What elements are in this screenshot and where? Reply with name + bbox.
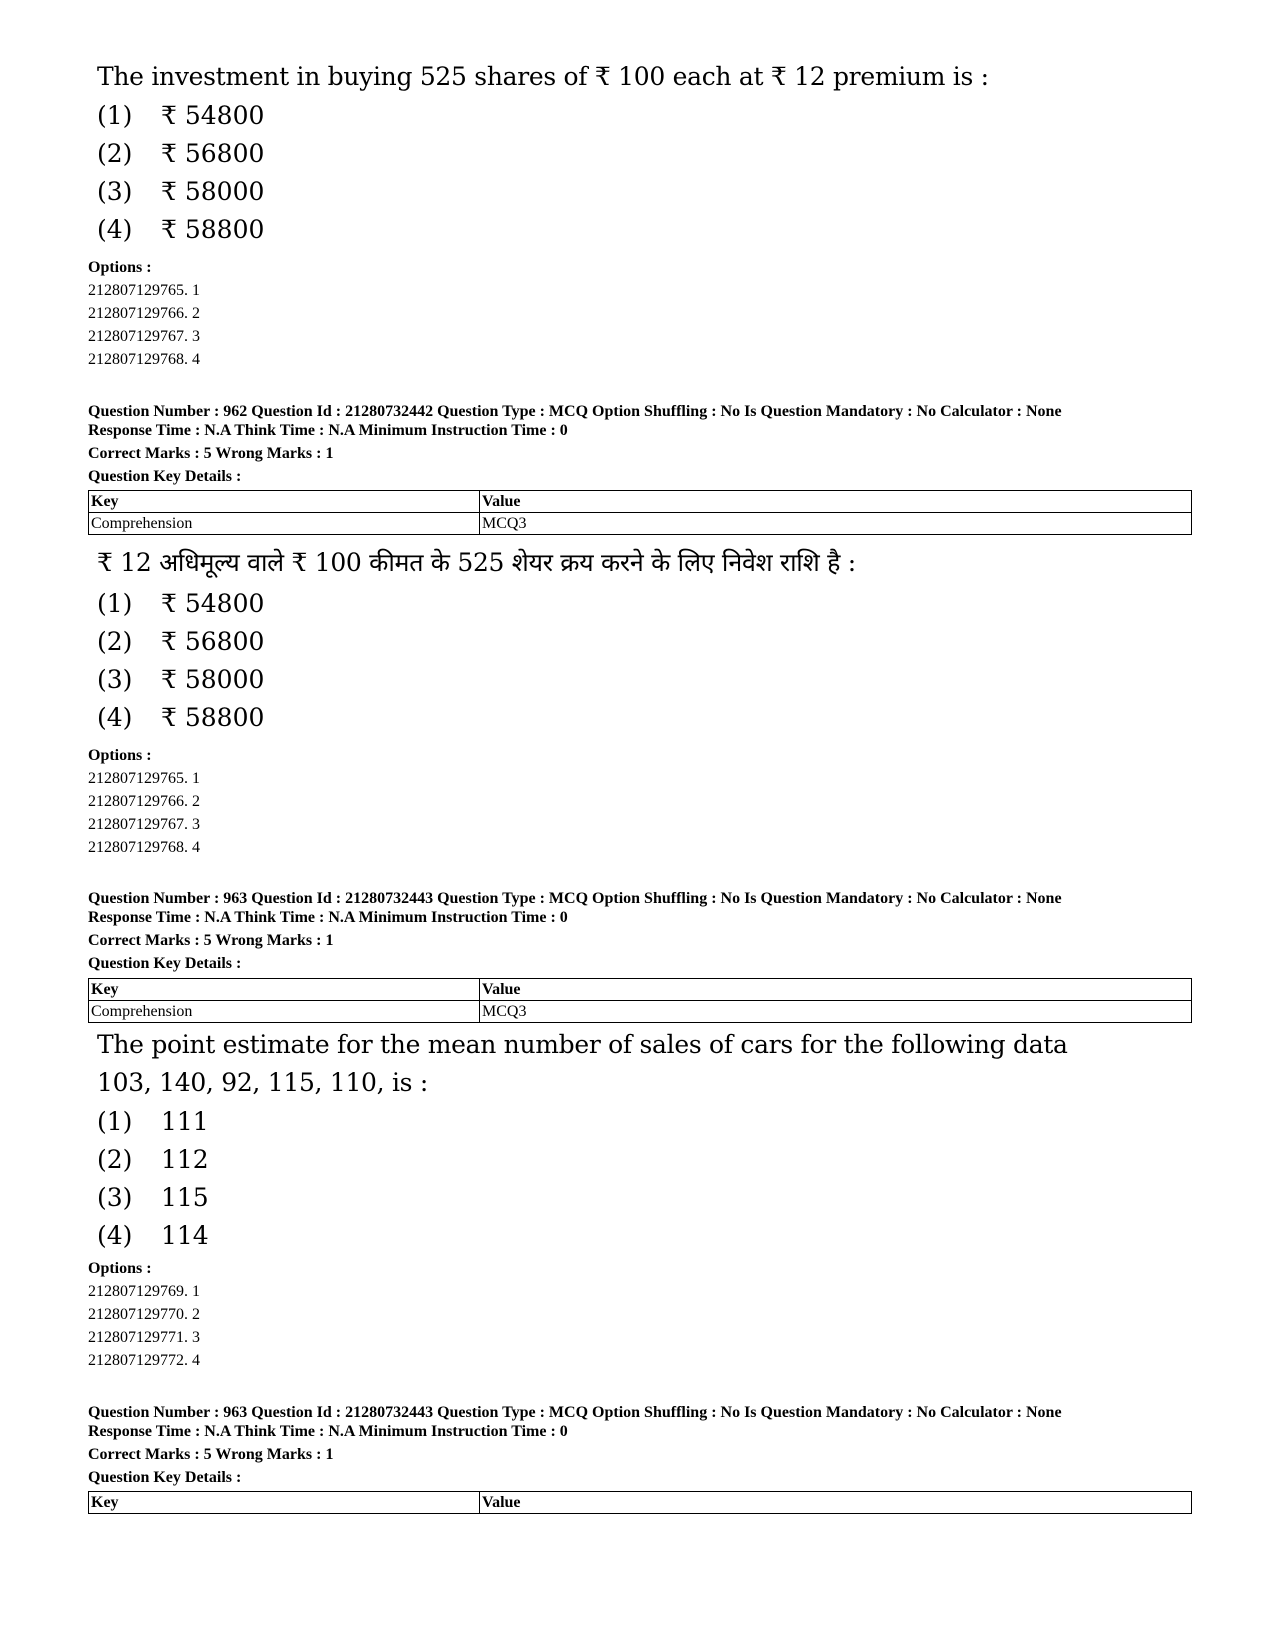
choice-number: (2): [97, 627, 133, 656]
choice-4: [97, 1220, 209, 1252]
choice-number: (2): [97, 1145, 133, 1174]
marks-line: Correct Marks : 5 Wrong Marks : 1: [88, 932, 334, 949]
choice-value: 112: [161, 1145, 209, 1174]
choice-value: ₹ 58000: [161, 665, 265, 694]
choice-4: [97, 702, 264, 734]
choice-value: ₹ 54800: [161, 589, 265, 618]
choice-3: [97, 176, 264, 208]
question-meta: Response Time : N.A Think Time : N.A Minimum Instruction Time : 0: [88, 1423, 568, 1440]
choice-number: (3): [97, 665, 133, 694]
key-value-table: [88, 978, 1192, 1023]
marks-line: Correct Marks : 5 Wrong Marks : 1: [88, 1446, 334, 1463]
marks-line: Correct Marks : 5 Wrong Marks : 1: [88, 445, 334, 462]
question-meta: Question Number : 963 Question Id : 21280732443 Question Type : MCQ Option Shuffling : No Is Question Mandatory : No Calculator : None: [88, 890, 1062, 907]
table-cell-value: MCQ3: [480, 1001, 1192, 1023]
table-header-key: Key: [89, 1492, 480, 1514]
table-cell-value: MCQ3: [480, 513, 1192, 535]
choice-number: (1): [97, 101, 133, 130]
choice-value: ₹ 58000: [161, 177, 265, 206]
option-id: 212807129765. 1: [88, 770, 200, 787]
option-id: 212807129771. 3: [88, 1329, 200, 1346]
question-meta: Question Number : 962 Question Id : 21280732442 Question Type : MCQ Option Shuffling : No Is Question Mandatory : No Calculator : None: [88, 403, 1062, 420]
table-header-key: Key: [89, 491, 480, 513]
choice-value: 115: [161, 1183, 209, 1212]
question-text: ₹ 12 अधिमूल्य वाले ₹ 100 कीमत के 525 शेयर क्रय करने के लिए निवेश राशि है :: [97, 548, 856, 577]
key-details-label: Question Key Details :: [88, 468, 242, 485]
choice-value: ₹ 56800: [161, 627, 265, 656]
choice-1: [97, 1106, 209, 1138]
option-id: 212807129768. 4: [88, 351, 200, 368]
option-id: 212807129769. 1: [88, 1283, 200, 1300]
choice-1: [97, 100, 264, 132]
key-value-table: [88, 1491, 1192, 1514]
table-cell-key: Comprehension: [89, 513, 480, 535]
choice-value: ₹ 54800: [161, 101, 265, 130]
options-label: Options :: [88, 259, 152, 276]
choice-number: (1): [97, 589, 133, 618]
table-header-value: Value: [480, 491, 1192, 513]
choice-value: ₹ 58800: [161, 703, 265, 732]
question-text: The point estimate for the mean number of sales of cars for the following data: [97, 1030, 1068, 1059]
choice-number: (2): [97, 139, 133, 168]
choice-number: (3): [97, 177, 133, 206]
option-id: 212807129767. 3: [88, 816, 200, 833]
table-cell-key: Comprehension: [89, 1001, 480, 1023]
key-details-label: Question Key Details :: [88, 1469, 242, 1486]
options-label: Options :: [88, 747, 152, 764]
choice-2: [97, 138, 264, 170]
choice-2: [97, 626, 264, 658]
key-value-table: [88, 490, 1192, 535]
question-text: 103, 140, 92, 115, 110, is :: [97, 1068, 428, 1097]
choice-number: (4): [97, 215, 133, 244]
choice-value: ₹ 58800: [161, 215, 265, 244]
question-meta: Response Time : N.A Think Time : N.A Minimum Instruction Time : 0: [88, 422, 568, 439]
option-id: 212807129770. 2: [88, 1306, 200, 1323]
choice-number: (4): [97, 1221, 133, 1250]
question-text: The investment in buying 525 shares of ₹ 100 each at ₹ 12 premium is :: [97, 62, 989, 91]
choice-3: [97, 1182, 209, 1214]
question-meta: Response Time : N.A Think Time : N.A Minimum Instruction Time : 0: [88, 909, 568, 926]
choice-value: ₹ 56800: [161, 139, 265, 168]
option-id: 212807129772. 4: [88, 1352, 200, 1369]
choice-number: (4): [97, 703, 133, 732]
choice-3: [97, 664, 264, 696]
option-id: 212807129766. 2: [88, 305, 200, 322]
table-header-value: Value: [480, 979, 1192, 1001]
choice-4: [97, 214, 264, 246]
key-details-label: Question Key Details :: [88, 955, 242, 972]
option-id: 212807129768. 4: [88, 839, 200, 856]
options-label: Options :: [88, 1260, 152, 1277]
table-header-value: Value: [480, 1492, 1192, 1514]
choice-value: 111: [161, 1107, 209, 1136]
option-id: 212807129767. 3: [88, 328, 200, 345]
choice-number: (3): [97, 1183, 133, 1212]
choice-2: [97, 1144, 209, 1176]
table-header-key: Key: [89, 979, 480, 1001]
choice-number: (1): [97, 1107, 133, 1136]
choice-1: [97, 588, 264, 620]
choice-value: 114: [161, 1221, 209, 1250]
option-id: 212807129765. 1: [88, 282, 200, 299]
option-id: 212807129766. 2: [88, 793, 200, 810]
question-meta: Question Number : 963 Question Id : 21280732443 Question Type : MCQ Option Shuffling : No Is Question Mandatory : No Calculator : None: [88, 1404, 1062, 1421]
